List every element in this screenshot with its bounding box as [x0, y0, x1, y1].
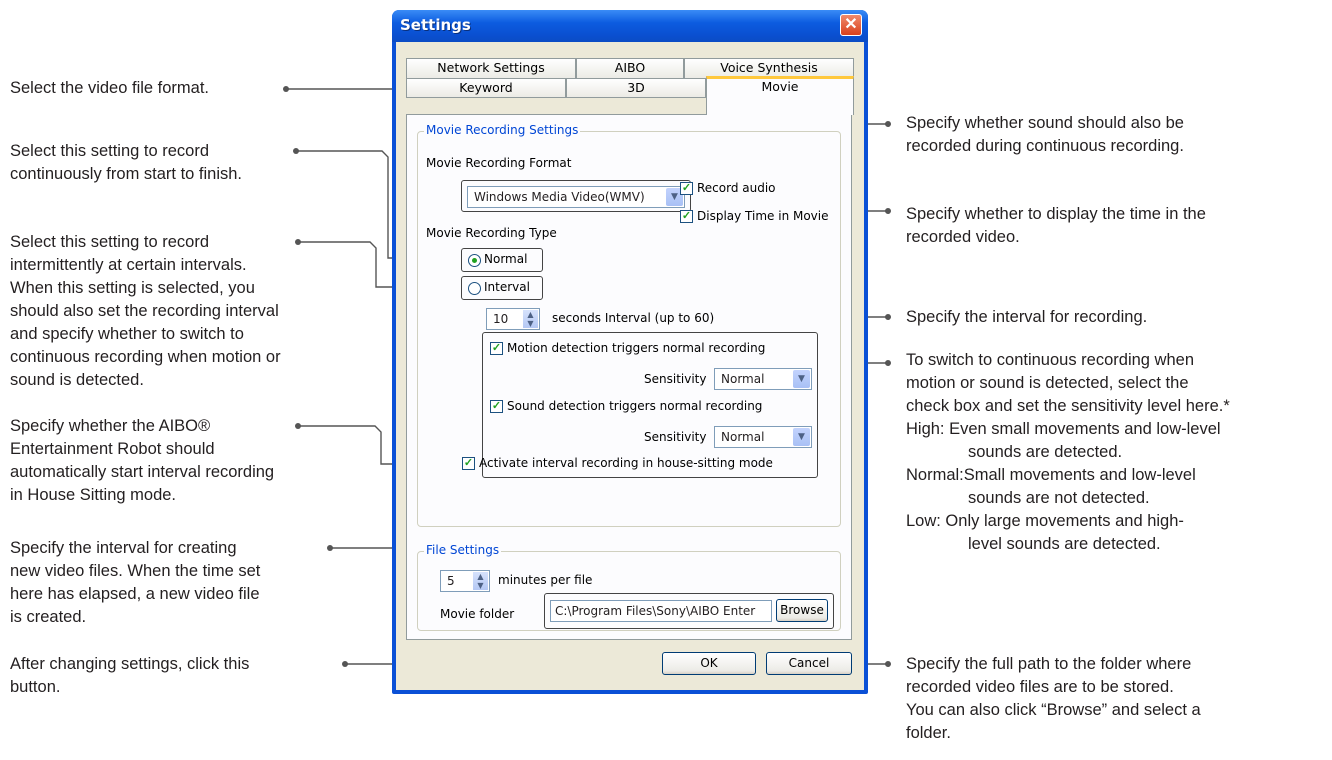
note-line: High: Even small movements and low-level: [906, 420, 1221, 438]
note-line: and specify whether to switch to: [10, 325, 244, 343]
folder-label: Movie folder: [440, 607, 515, 621]
note-line: Specify the interval for recording.: [906, 308, 1148, 326]
note-line: Select this setting to record: [10, 142, 210, 160]
note-line: sounds are not detected.: [968, 489, 1150, 507]
note-line: Specify whether the AIBO®: [10, 417, 211, 435]
note-line: sounds are detected.: [968, 443, 1123, 461]
chevron-down-icon: ▼: [666, 188, 683, 206]
note-line: motion or sound is detected, select the: [906, 374, 1189, 392]
close-icon[interactable]: ✕: [840, 14, 862, 36]
interval-radio[interactable]: [468, 282, 481, 295]
tab-3d[interactable]: 3D: [566, 78, 706, 98]
note-video-format: [10, 77, 209, 100]
house-sitting-label: Activate interval recording in house-sitting mode: [479, 456, 773, 470]
note-line: automatically start interval recording: [10, 463, 275, 481]
note-movie-folder: [906, 653, 1201, 745]
format-dropdown[interactable]: [467, 186, 685, 208]
interval-value: 10: [493, 312, 509, 326]
tab-aibo[interactable]: AIBO: [576, 58, 684, 78]
file-settings-group: [417, 543, 841, 631]
note-line: Normal:Small movements and low-level: [906, 466, 1196, 484]
browse-button[interactable]: Browse: [776, 599, 828, 622]
ok-button[interactable]: OK: [662, 652, 756, 675]
note-sensitivity: [906, 349, 1230, 556]
tab-keyword[interactable]: Keyword: [406, 78, 566, 98]
note-line: Specify whether to display the time in the: [906, 205, 1206, 223]
cancel-button[interactable]: Cancel: [766, 652, 852, 675]
title-bar[interactable]: [392, 10, 868, 42]
spin-arrows-icon[interactable]: ▲ ▼: [473, 572, 488, 590]
note-line: recorded during continuous recording.: [906, 137, 1184, 155]
note-line: Select this setting to record: [10, 233, 210, 251]
note-line: Select the video file format.: [10, 79, 210, 97]
format-label: Movie Recording Format: [426, 156, 572, 170]
house-sitting-checkbox[interactable]: ✓: [463, 457, 474, 469]
type-label: Movie Recording Type: [426, 226, 557, 240]
note-line: After changing settings, click this: [10, 655, 250, 673]
display-time-label: Display Time in Movie: [697, 209, 829, 223]
note-line: level sounds are detected.: [968, 535, 1161, 553]
note-line: recorded video.: [906, 228, 1020, 246]
motion-sensitivity-dropdown[interactable]: [714, 368, 812, 390]
note-line: When this setting is selected, you: [10, 279, 255, 297]
motion-checkbox[interactable]: ✓: [491, 342, 502, 354]
note-line: in House Sitting mode.: [10, 486, 177, 504]
note-line: Low: Only large movements and high-: [906, 512, 1184, 530]
note-display-time: [906, 203, 1206, 249]
note-continuous: [10, 140, 242, 186]
sound-sensitivity-value: Normal: [721, 430, 765, 444]
note-line: continuous recording when motion or: [10, 348, 281, 366]
sound-checkbox[interactable]: ✓: [491, 400, 502, 412]
display-time-checkbox[interactable]: ✓: [681, 210, 692, 222]
folder-path-input[interactable]: C:\Program Files\Sony\AIBO Enter: [550, 600, 772, 622]
motion-sensitivity-label: Sensitivity: [644, 372, 707, 386]
note-house-sitting: [10, 415, 274, 507]
dialog-client: [396, 42, 864, 690]
note-line: Specify the interval for creating: [10, 539, 237, 557]
chevron-down-icon: ▼: [793, 370, 810, 388]
note-line: recorded video files are to be stored.: [906, 678, 1174, 696]
window-title: Settings: [400, 16, 471, 34]
note-interval: [906, 306, 1147, 329]
format-value: Windows Media Video(WMV): [474, 190, 645, 204]
settings-window: [392, 10, 868, 694]
movie-tab-panel: [406, 114, 852, 640]
record-audio-checkbox[interactable]: ✓: [681, 182, 692, 194]
sound-label: Sound detection triggers normal recording: [507, 399, 763, 413]
spin-arrows-icon[interactable]: ▲ ▼: [523, 310, 538, 328]
group-title: File Settings: [426, 543, 500, 557]
note-line: Specify whether sound should also be: [906, 114, 1184, 132]
note-line: sound is detected.: [10, 371, 144, 389]
radio-dot: [472, 258, 477, 263]
note-line: is created.: [10, 608, 87, 626]
tab-voice-synthesis[interactable]: Voice Synthesis: [684, 58, 854, 78]
note-line: intermittently at certain intervals.: [10, 256, 247, 274]
note-line: button.: [10, 678, 61, 696]
motion-label: Motion detection triggers normal recording: [507, 341, 766, 355]
normal-label: Normal: [484, 252, 528, 266]
note-ok-button: [10, 653, 249, 699]
interval-stepper[interactable]: [486, 308, 540, 330]
record-audio-label: Record audio: [697, 181, 776, 195]
interval-suffix: seconds Interval (up to 60): [552, 311, 715, 325]
note-line: check box and set the sensitivity level here.*: [906, 397, 1230, 415]
minutes-value: 5: [447, 574, 455, 588]
note-line: continuously from start to finish.: [10, 165, 243, 183]
note-line: new video files. When the time set: [10, 562, 261, 580]
note-line: You can also click “Browse” and select a: [906, 701, 1201, 719]
tab-network-settings[interactable]: Network Settings: [406, 58, 576, 78]
group-title: Movie Recording Settings: [426, 123, 579, 137]
interval-label: Interval: [484, 280, 530, 294]
note-line: folder.: [906, 724, 951, 742]
sound-sensitivity-label: Sensitivity: [644, 430, 707, 444]
sound-sensitivity-dropdown[interactable]: [714, 426, 812, 448]
motion-sensitivity-value: Normal: [721, 372, 765, 386]
normal-radio[interactable]: [468, 254, 481, 267]
note-line: should also set the recording interval: [10, 302, 279, 320]
note-line: To switch to continuous recording when: [906, 351, 1194, 369]
movie-recording-group: [417, 123, 841, 527]
note-intermittent: [10, 231, 281, 392]
note-file-interval: [10, 537, 260, 629]
minutes-stepper[interactable]: [440, 570, 490, 592]
tab-movie[interactable]: Movie: [706, 76, 854, 115]
note-line: here has elapsed, a new video file: [10, 585, 260, 603]
chevron-down-icon: ▼: [793, 428, 810, 446]
note-line: Specify the full path to the folder where: [906, 655, 1192, 673]
note-record-audio: [906, 112, 1184, 158]
note-line: Entertainment Robot should: [10, 440, 215, 458]
minutes-suffix: minutes per file: [498, 573, 593, 587]
